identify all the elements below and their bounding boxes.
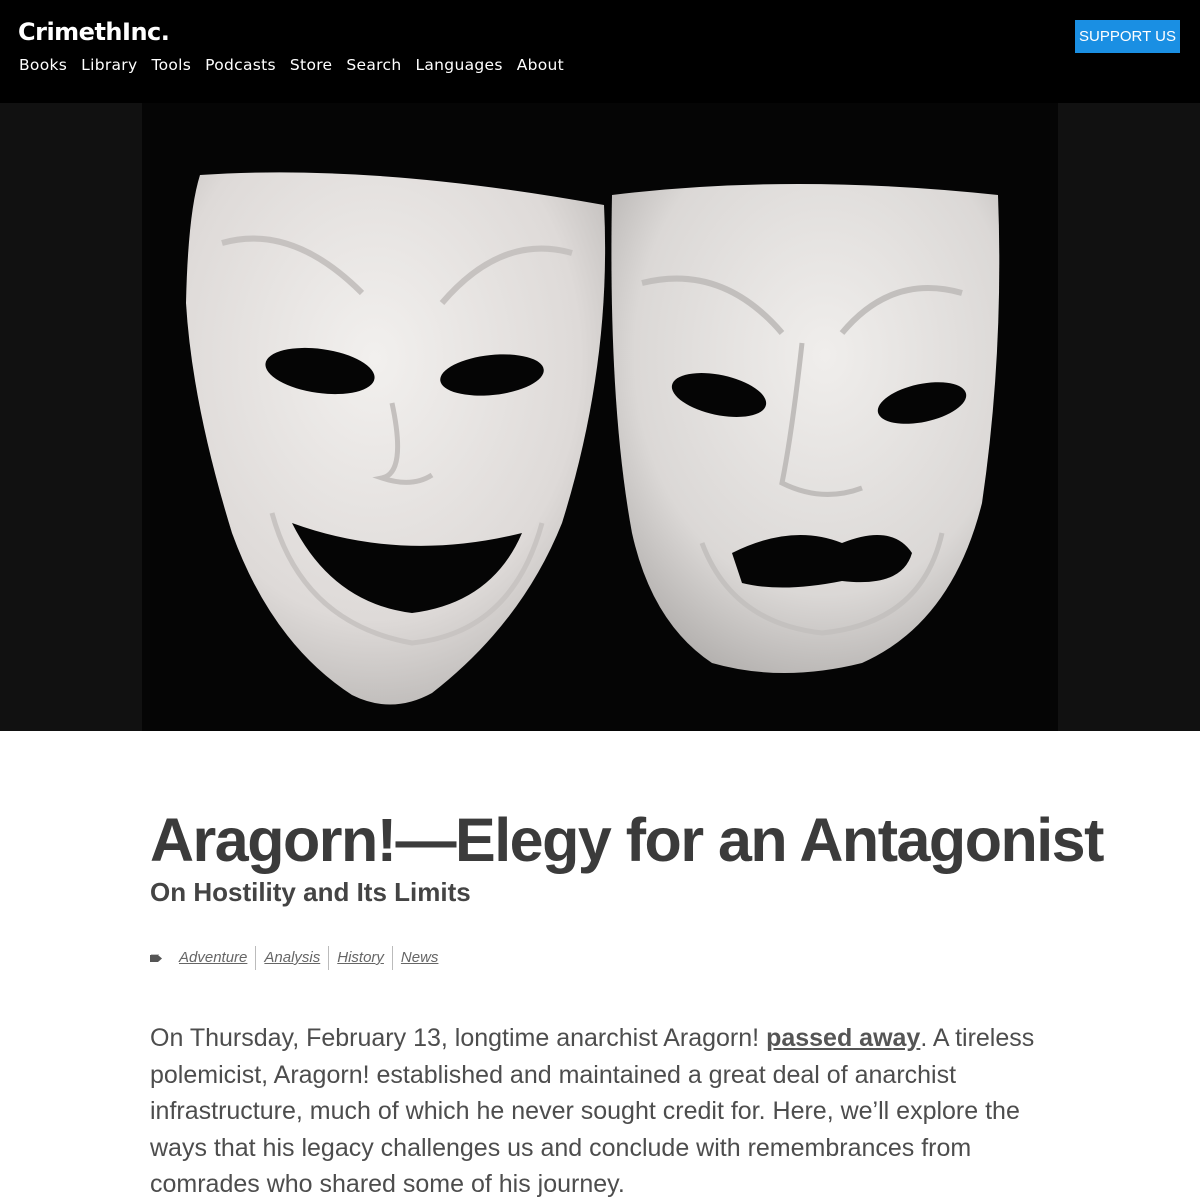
nav-tools[interactable]: Tools xyxy=(151,56,192,74)
tag-adventure[interactable]: Adventure xyxy=(179,949,248,966)
nav-search[interactable]: Search xyxy=(346,56,402,74)
tag-news[interactable]: News xyxy=(392,946,447,970)
article-subtitle: On Hostility and Its Limits xyxy=(150,877,471,907)
article-tags xyxy=(150,946,446,970)
nav-about[interactable]: About xyxy=(516,56,565,74)
article-intro xyxy=(150,1020,1050,1200)
hero-image xyxy=(0,103,1200,731)
site-header xyxy=(0,0,1200,103)
site-logo[interactable]: CrimethInc. xyxy=(18,18,170,46)
intro-text-end: . A tireless polemicist, Aragorn! established and maintained a great deal of anarchist infrastructure, much of which he never sought credit for. Here, we’ll explore the ways that his legacy challenges us and conclude with remembrances from comrades who shared some of his journey. xyxy=(150,1024,1035,1198)
tag-analysis[interactable]: Analysis xyxy=(255,946,328,970)
passed-away-link[interactable]: passed away xyxy=(766,1024,921,1052)
nav-store[interactable]: Store xyxy=(289,56,333,74)
tag-icon xyxy=(150,954,162,963)
intro-text-start: On Thursday, February 13, longtime anarchist Aragorn! xyxy=(150,1024,767,1052)
main-nav xyxy=(19,56,578,74)
comedy-tragedy-masks-image xyxy=(142,103,1058,731)
nav-books[interactable]: Books xyxy=(19,56,68,74)
tag-history[interactable]: History xyxy=(328,946,392,970)
nav-library[interactable]: Library xyxy=(81,56,138,74)
support-us-button[interactable]: SUPPORT US xyxy=(1075,20,1180,53)
nav-podcasts[interactable]: Podcasts xyxy=(205,56,276,74)
nav-languages[interactable]: Languages xyxy=(415,56,503,74)
article-title: Aragorn!—Elegy for an Antagonist xyxy=(150,806,1103,874)
